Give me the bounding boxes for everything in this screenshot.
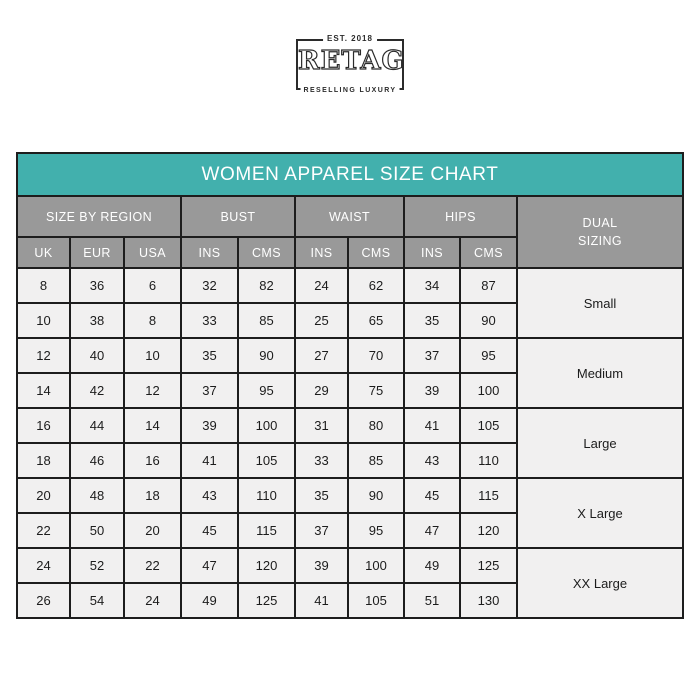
size-cell: 38: [70, 303, 124, 338]
column-header-bust-cms: CMS: [238, 237, 295, 268]
size-cell: 18: [17, 443, 70, 478]
size-cell: 105: [460, 408, 517, 443]
size-cell: 42: [70, 373, 124, 408]
size-cell: 115: [460, 478, 517, 513]
size-cell: 41: [404, 408, 460, 443]
size-cell: 46: [70, 443, 124, 478]
size-cell: 24: [17, 548, 70, 583]
size-cell: 16: [17, 408, 70, 443]
size-cell: 34: [404, 268, 460, 303]
column-header-hips-cms: CMS: [460, 237, 517, 268]
size-cell: 20: [124, 513, 181, 548]
size-cell: 45: [181, 513, 238, 548]
size-cell: 49: [181, 583, 238, 618]
size-cell: 100: [460, 373, 517, 408]
size-cell: 18: [124, 478, 181, 513]
group-header-size-by-region: SIZE BY REGION: [17, 196, 181, 237]
size-cell: 10: [17, 303, 70, 338]
size-cell: 100: [238, 408, 295, 443]
size-cell: 105: [348, 583, 404, 618]
size-cell: 47: [181, 548, 238, 583]
size-cell: 39: [295, 548, 348, 583]
table-row: [17, 338, 683, 373]
size-cell: 54: [70, 583, 124, 618]
size-cell: 85: [348, 443, 404, 478]
column-header-eur: EUR: [70, 237, 124, 268]
size-cell: 43: [404, 443, 460, 478]
group-header-hips: HIPS: [404, 196, 517, 237]
size-cell: 130: [460, 583, 517, 618]
size-cell: 12: [124, 373, 181, 408]
size-cell: 90: [348, 478, 404, 513]
dual-sizing-cell-xx-large: XX Large: [517, 548, 683, 618]
logo-wordmark: RETAG: [298, 46, 405, 76]
size-cell: 35: [181, 338, 238, 373]
size-cell: 125: [238, 583, 295, 618]
size-cell: 51: [404, 583, 460, 618]
size-cell: 100: [348, 548, 404, 583]
size-cell: 14: [124, 408, 181, 443]
dual-sizing-header-label: DUAL SIZING: [577, 215, 623, 248]
size-cell: 90: [238, 338, 295, 373]
size-cell: 35: [404, 303, 460, 338]
size-cell: 29: [295, 373, 348, 408]
size-cell: 85: [238, 303, 295, 338]
size-cell: 10: [124, 338, 181, 373]
size-cell: 37: [295, 513, 348, 548]
size-cell: 32: [181, 268, 238, 303]
column-header-bust-ins: INS: [181, 237, 238, 268]
size-chart-table: [16, 152, 684, 619]
size-cell: 22: [17, 513, 70, 548]
table-row: [17, 548, 683, 583]
size-cell: 39: [181, 408, 238, 443]
size-cell: 41: [181, 443, 238, 478]
size-cell: 62: [348, 268, 404, 303]
size-cell: 52: [70, 548, 124, 583]
group-header-bust: BUST: [181, 196, 295, 237]
size-cell: 82: [238, 268, 295, 303]
size-cell: 48: [70, 478, 124, 513]
size-cell: 6: [124, 268, 181, 303]
size-cell: 37: [404, 338, 460, 373]
column-header-hips-ins: INS: [404, 237, 460, 268]
size-cell: 37: [181, 373, 238, 408]
size-cell: 87: [460, 268, 517, 303]
size-cell: 25: [295, 303, 348, 338]
dual-sizing-cell-small: Small: [517, 268, 683, 338]
size-cell: 125: [460, 548, 517, 583]
size-cell: 24: [124, 583, 181, 618]
size-cell: 120: [238, 548, 295, 583]
dual-sizing-cell-x-large: X Large: [517, 478, 683, 548]
size-cell: 39: [404, 373, 460, 408]
table-row: [17, 268, 683, 303]
size-cell: 20: [17, 478, 70, 513]
size-cell: 110: [238, 478, 295, 513]
group-header-waist: WAIST: [295, 196, 404, 237]
column-header-waist-ins: INS: [295, 237, 348, 268]
dual-sizing-cell-medium: Medium: [517, 338, 683, 408]
size-cell: 27: [295, 338, 348, 373]
size-cell: 33: [295, 443, 348, 478]
size-cell: 115: [238, 513, 295, 548]
size-cell: 41: [295, 583, 348, 618]
size-cell: 110: [460, 443, 517, 478]
dual-sizing-cell-large: Large: [517, 408, 683, 478]
size-cell: 44: [70, 408, 124, 443]
size-cell: 65: [348, 303, 404, 338]
size-cell: 45: [404, 478, 460, 513]
size-cell: 8: [17, 268, 70, 303]
size-cell: 22: [124, 548, 181, 583]
size-cell: 75: [348, 373, 404, 408]
column-header-usa: USA: [124, 237, 181, 268]
table-row: [17, 408, 683, 443]
size-cell: 105: [238, 443, 295, 478]
size-cell: 70: [348, 338, 404, 373]
size-cell: 26: [17, 583, 70, 618]
logo-est-label: EST. 2018: [323, 34, 377, 43]
size-cell: 8: [124, 303, 181, 338]
size-cell: 33: [181, 303, 238, 338]
size-cell: 50: [70, 513, 124, 548]
size-cell: 40: [70, 338, 124, 373]
size-cell: 14: [17, 373, 70, 408]
size-cell: 36: [70, 268, 124, 303]
retag-logo: [296, 34, 405, 94]
size-cell: 95: [238, 373, 295, 408]
size-cell: 80: [348, 408, 404, 443]
size-cell: 16: [124, 443, 181, 478]
size-cell: 31: [295, 408, 348, 443]
column-header-uk: UK: [17, 237, 70, 268]
size-cell: 90: [460, 303, 517, 338]
size-cell: 43: [181, 478, 238, 513]
size-cell: 12: [17, 338, 70, 373]
size-cell: 24: [295, 268, 348, 303]
size-cell: 95: [348, 513, 404, 548]
size-cell: 120: [460, 513, 517, 548]
group-header-dual-sizing: [517, 196, 683, 268]
logo-tagline: RESELLING LUXURY: [301, 87, 400, 94]
chart-title: WOMEN APPAREL SIZE CHART: [17, 153, 683, 196]
size-cell: 95: [460, 338, 517, 373]
column-header-waist-cms: CMS: [348, 237, 404, 268]
size-cell: 49: [404, 548, 460, 583]
size-cell: 35: [295, 478, 348, 513]
table-row: [17, 478, 683, 513]
size-cell: 47: [404, 513, 460, 548]
